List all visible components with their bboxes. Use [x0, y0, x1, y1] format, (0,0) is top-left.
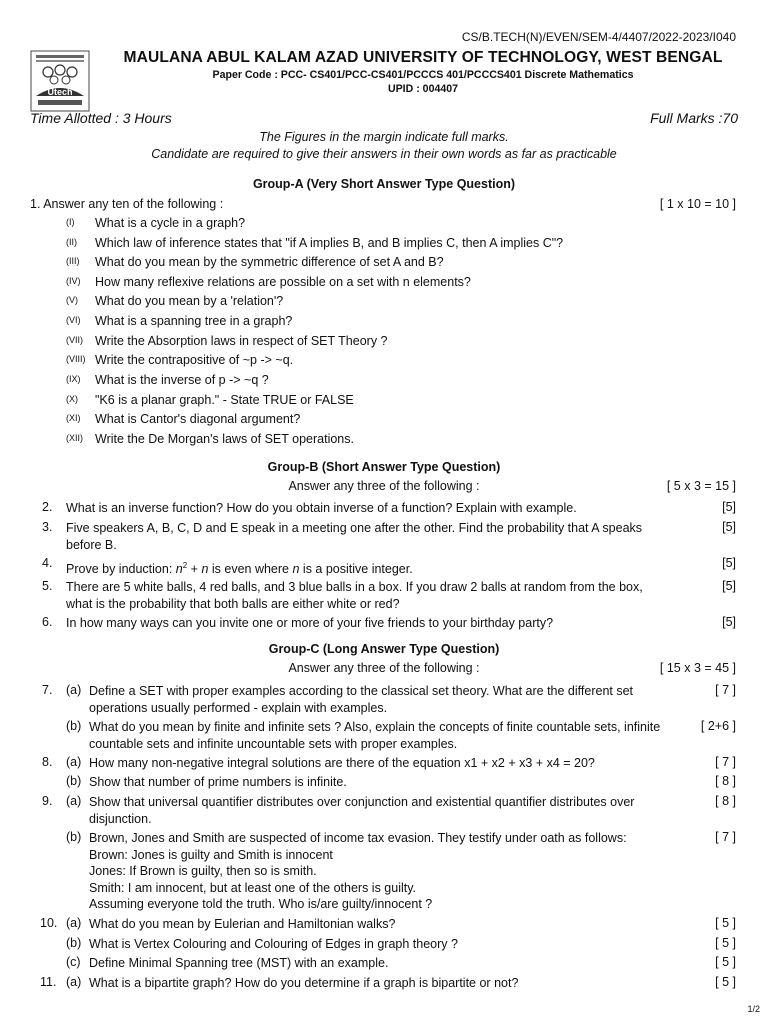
question-text: What is the inverse of p -> ~q ? [95, 373, 269, 387]
question-marks: [ 5 ] [715, 975, 736, 989]
question-text: There are 5 white balls, 4 red balls, and 3 blue balls in a box. If you draw 2 balls at random from the box, what is the probability that both balls are either white or red? [66, 580, 643, 611]
question-marks: [ 5 ] [715, 936, 736, 950]
question-text: Which law of inference states that "if A implies B, and B implies C, then A implies C"? [95, 236, 564, 250]
sub-label: (a) [66, 975, 82, 989]
question-number: 7. [42, 683, 53, 697]
group-b-instruction: Answer any three of the following : [288, 479, 480, 493]
group-a-heading: Group-A (Very Short Answer Type Question) [252, 177, 516, 191]
question-marks: [5] [722, 615, 736, 629]
question-number: 8. [42, 755, 53, 769]
group-b-marks: [ 5 x 3 = 15 ] [666, 479, 736, 493]
item-number: (VIII) [66, 354, 86, 364]
question-number: 4. [42, 556, 53, 570]
sub-label: (b) [66, 936, 82, 950]
item-number: (V) [66, 295, 78, 305]
question-text: Five speakers A, B, C, D and E speak in a meeting one after the other. Find the probability that A speaks before B. [66, 521, 643, 552]
question-text: Write the De Morgan's laws of SET operations. [95, 432, 354, 446]
item-number: (VI) [66, 315, 81, 325]
time-allotted: Time Allotted : 3 Hours [30, 110, 172, 126]
testimony-line: Brown: Jones is guilty and Smith is innocent [89, 848, 333, 862]
question-marks: [ 5 ] [715, 916, 736, 930]
question-marks: [5] [722, 520, 736, 534]
item-number: (XII) [66, 433, 83, 443]
sub-label: (b) [66, 830, 82, 844]
item-number: (VII) [66, 335, 83, 345]
question-text: What is a spanning tree in a graph? [95, 314, 293, 328]
question-marks: [ 5 ] [715, 955, 736, 969]
question-marks: [5] [722, 556, 736, 570]
sub-label: (a) [66, 916, 82, 930]
item-number: (I) [66, 217, 75, 227]
question-number: 2. [42, 500, 53, 514]
item-number: (XI) [66, 413, 81, 423]
question-text: Define a SET with proper examples according to the classical set theory. What are the different set operations usually performed - explain with examples. [89, 684, 634, 715]
question-text: Write the contrapositive of ~p -> ~q. [95, 353, 294, 367]
question-marks: [ 7 ] [715, 830, 736, 844]
instruction-note-1: The Figures in the margin indicate full marks. [259, 130, 509, 144]
group-c-instruction: Answer any three of the following : [288, 661, 480, 675]
university-name: MAULANA ABUL KALAM AZAD UNIVERSITY OF TECHNOLOGY, WEST BENGAL [123, 49, 723, 66]
question-text: Brown, Jones and Smith are suspected of income tax evasion. They testify under oath as follows: [89, 831, 627, 845]
svg-text:Utech: Utech [47, 87, 73, 97]
question-text: What is Cantor's diagonal argument? [95, 412, 301, 426]
question-text: What is a bipartite graph? How do you determine if a graph is bipartite or not? [89, 976, 519, 990]
full-marks: Full Marks :70 [650, 110, 738, 126]
question-number: 3. [42, 520, 53, 534]
item-number: (IX) [66, 374, 81, 384]
sub-label: (b) [66, 774, 82, 788]
question-marks: [ 7 ] [715, 755, 736, 769]
question-marks: [ 8 ] [715, 794, 736, 808]
group-a-instruction: 1. Answer any ten of the following : [30, 197, 224, 211]
question-number: 10. [40, 916, 58, 930]
question-text: Write the Absorption laws in respect of SET Theory ? [95, 334, 388, 348]
sub-label: (a) [66, 794, 82, 808]
item-number: (II) [66, 237, 77, 247]
question-text: What do you mean by finite and infinite sets ? Also, explain the concepts of finite countable sets, infinite countable sets and infinite uncountable sets with proper examples. [89, 720, 661, 751]
testimony-line: Jones: If Brown is guilty, then so is smith. [89, 864, 317, 878]
question-text: Define Minimal Spanning tree (MST) with an example. [89, 956, 389, 970]
group-b-heading: Group-B (Short Answer Type Question) [267, 460, 501, 474]
question-text: Show that number of prime numbers is infinite. [89, 775, 347, 789]
question-text: What do you mean by the symmetric difference of set A and B? [95, 255, 444, 269]
group-a-marks: [ 1 x 10 = 10 ] [659, 197, 736, 211]
instruction-note-2: Candidate are required to give their answers in their own words as far as practicable [151, 147, 617, 161]
item-number: (III) [66, 256, 80, 266]
sub-label: (a) [66, 755, 82, 769]
question-text: How many reflexive relations are possible on a set with n elements? [95, 275, 471, 289]
paper-title: Paper Code : PCC- CS401/PCC-CS401/PCCCS 401/PCCCS401 Discrete Mathematics [212, 69, 634, 81]
question-text: What is a cycle in a graph? [95, 216, 246, 230]
question-number: 11. [40, 975, 57, 989]
item-number: (X) [66, 394, 78, 404]
question-text: What do you mean by a 'relation'? [95, 294, 284, 308]
testimony-line: Assuming everyone told the truth. Who is/are guilty/innocent ? [89, 897, 433, 911]
question-marks: [ 7 ] [715, 683, 736, 697]
testimony-line: Smith: I am innocent, but at least one of the others is guilty. [89, 881, 417, 895]
question-marks: [ 2+6 ] [700, 719, 736, 733]
group-c-marks: [ 15 x 3 = 45 ] [659, 661, 736, 675]
question-number: 5. [42, 579, 53, 593]
sub-label: (a) [66, 683, 82, 697]
question-text: How many non-negative integral solutions are there of the equation x1 + x2 + x3 + x4 = 20? [89, 756, 595, 770]
paper-code-line: CS/B.TECH(N)/EVEN/SEM-4/4407/2022-2023/I040 [461, 30, 736, 44]
question-text: What do you mean by Eulerian and Hamiltonian walks? [89, 917, 396, 931]
sub-label: (c) [66, 955, 81, 969]
question-text: What is an inverse function? How do you obtain inverse of a function? Explain with example. [66, 501, 577, 515]
question-text: What is Vertex Colouring and Colouring of Edges in graph theory ? [89, 937, 458, 951]
item-number: (IV) [66, 276, 81, 286]
question-marks: [ 8 ] [715, 774, 736, 788]
question-marks: [5] [722, 500, 736, 514]
group-c-heading: Group-C (Long Answer Type Question) [268, 642, 500, 656]
question-number: 6. [42, 615, 53, 629]
question-text: In how many ways can you invite one or more of your five friends to your birthday party? [66, 616, 554, 630]
question-marks: [5] [722, 579, 736, 593]
question-number: 9. [42, 794, 53, 808]
university-logo [30, 50, 90, 112]
upid: UPID : 004407 [387, 83, 459, 95]
sub-label: (b) [66, 719, 82, 733]
question-text: Show that universal quantifier distributes over conjunction and existential quantifier distributes over disjunction. [89, 795, 635, 826]
question-text: "K6 is a planar graph." - State TRUE or FALSE [95, 393, 354, 407]
page-number: 1/2 [747, 1004, 760, 1014]
question-text: Prove by induction: $n^2 + n$ is even where n is a positive integer. [66, 561, 413, 577]
